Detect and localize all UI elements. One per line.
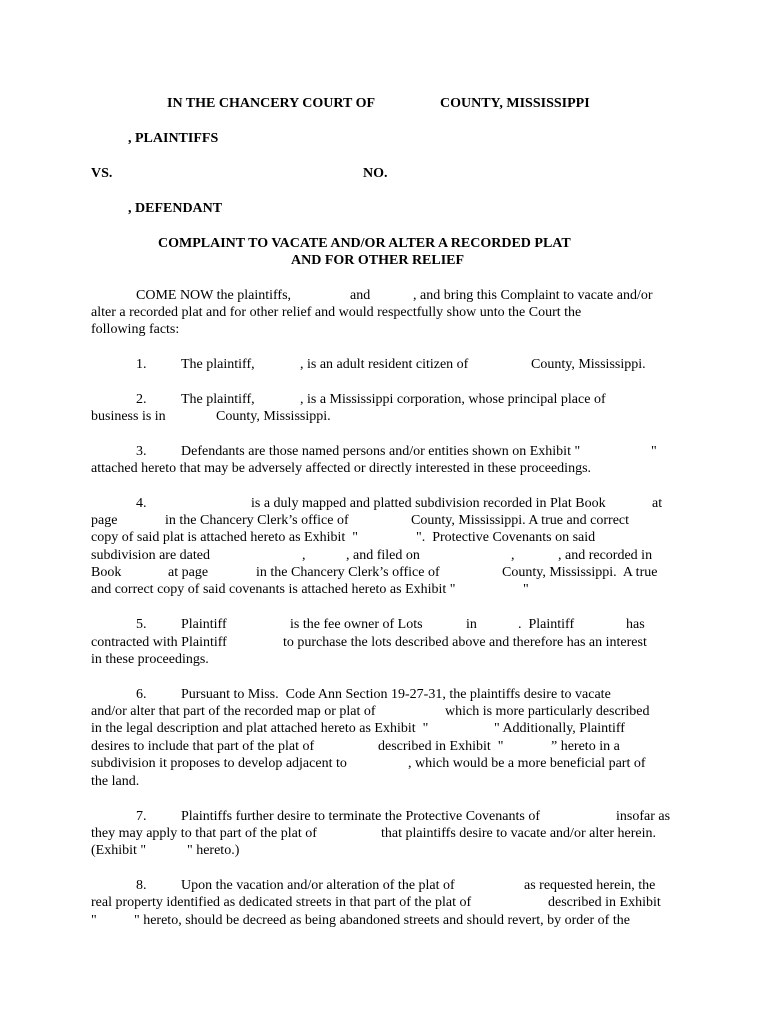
document-title-line-2: AND FOR OTHER RELIEF — [291, 253, 465, 268]
paragraph-text: in the legal description and plat attached hereto as Exhibit " — [91, 721, 429, 736]
paragraph-text: subdivision it proposes to develop adjacent to — [91, 756, 347, 771]
paragraph-text: described in Exhibit " — [378, 739, 504, 754]
paragraph-text: is a duly mapped and platted subdivision recorded in Plat Book — [251, 496, 606, 511]
paragraph-text: Plaintiff — [181, 617, 227, 632]
paragraph-number: 8. — [136, 878, 147, 893]
paragraph-text: , — [511, 548, 515, 563]
paragraph-text: The plaintiff, — [181, 392, 255, 407]
paragraph-text: subdivision are dated — [91, 548, 210, 563]
paragraph-number: 2. — [136, 392, 147, 407]
paragraph-text: Book — [91, 565, 122, 580]
paragraph-text: Pursuant to Miss. Code Ann Section 19-27-31, the plaintiffs desire to vacate — [181, 687, 611, 702]
court-name-suffix: COUNTY, MISSISSIPPI — [440, 96, 590, 111]
paragraph-text: (Exhibit " — [91, 843, 147, 858]
paragraph-text: desires to include that part of the plat of — [91, 739, 315, 754]
paragraph-text: " — [651, 444, 657, 459]
paragraph-text: which is more particularly described — [445, 704, 650, 719]
paragraph-text: " hereto, should be decreed as being abandoned streets and should revert, by order of the — [134, 913, 630, 928]
paragraph-text: in these proceedings. — [91, 652, 209, 667]
paragraph-text: Upon the vacation and/or alteration of the plat of — [181, 878, 455, 893]
paragraph-text: in the Chancery Clerk’s office of — [165, 513, 349, 528]
paragraph-number: 7. — [136, 809, 147, 824]
paragraph-text: at — [652, 496, 663, 511]
paragraph-number: 4. — [136, 496, 147, 511]
paragraph-text: , and recorded in — [558, 548, 653, 563]
paragraph-text: County, Mississippi. A true — [502, 565, 658, 580]
paragraph-text: in — [466, 617, 477, 632]
paragraph-text: page — [91, 513, 118, 528]
intro-text: , and bring this Complaint to vacate and/or — [413, 288, 653, 303]
paragraph-text: is the fee owner of Lots — [290, 617, 423, 632]
paragraph-text: described in Exhibit — [548, 895, 661, 910]
paragraph-text: , is a Mississippi corporation, whose principal place of — [300, 392, 606, 407]
paragraph-text: , which would be a more beneficial part of — [408, 756, 646, 771]
paragraph-number: 3. — [136, 444, 147, 459]
paragraph-text: copy of said plat is attached hereto as Exhibit " — [91, 530, 358, 545]
defendant-label: , DEFENDANT — [128, 201, 223, 216]
paragraph-text: and/or alter that part of the recorded map or plat of — [91, 704, 376, 719]
paragraph-text: the land. — [91, 774, 140, 789]
intro-text: COME NOW the plaintiffs, — [136, 288, 292, 303]
paragraph-text: " hereto.) — [187, 843, 240, 858]
intro-text: alter a recorded plat and for other relief and would respectfully show unto the Court the — [91, 305, 582, 320]
paragraph-text: and correct copy of said covenants is attached hereto as Exhibit " — [91, 582, 456, 597]
paragraph-text: contracted with Plaintiff — [91, 635, 227, 650]
paragraph-text: " — [91, 913, 97, 928]
paragraph-text: attached hereto that may be adversely affected or directly interested in these proceedings. — [91, 461, 592, 476]
paragraph-text: County, Mississippi. A true and correct — [411, 513, 630, 528]
paragraph-text: insofar as — [616, 809, 671, 824]
paragraph-text: real property identified as dedicated streets in that part of the plat of — [91, 895, 472, 910]
paragraph-text: Defendants are those named persons and/or entities shown on Exhibit " — [181, 444, 581, 459]
plaintiffs-label: , PLAINTIFFS — [128, 131, 219, 146]
paragraph-number: 5. — [136, 617, 147, 632]
intro-text: following facts: — [91, 322, 180, 337]
versus-label: VS. — [91, 166, 113, 181]
paragraph-text: ". Protective Covenants on said — [416, 530, 596, 545]
paragraph-text: in the Chancery Clerk’s office of — [256, 565, 440, 580]
paragraph-text: County, Mississippi. — [531, 357, 646, 372]
paragraph-text: County, Mississippi. — [216, 409, 331, 424]
paragraph-text: at page — [168, 565, 209, 580]
intro-text: and — [350, 288, 371, 303]
paragraph-text: . Plaintiff — [518, 617, 575, 632]
paragraph-text: The plaintiff, — [181, 357, 255, 372]
paragraph-number: 6. — [136, 687, 147, 702]
paragraph-text: to purchase the lots described above and therefore has an interest — [283, 635, 647, 650]
case-number-label: NO. — [363, 166, 388, 181]
paragraph-number: 1. — [136, 357, 147, 372]
paragraph-text: Plaintiffs further desire to terminate the Protective Covenants of — [181, 809, 540, 824]
court-name-prefix: IN THE CHANCERY COURT OF — [167, 96, 376, 111]
paragraph-text: has — [626, 617, 645, 632]
paragraph-text: , — [302, 548, 306, 563]
paragraph-text: " Additionally, Plaintiff — [494, 721, 625, 736]
paragraph-text: they may apply to that part of the plat of — [91, 826, 317, 841]
paragraph-text: ” hereto in a — [551, 739, 620, 754]
paragraph-text: business is in — [91, 409, 166, 424]
document-title-line-1: COMPLAINT TO VACATE AND/OR ALTER A RECORDED PLAT — [158, 236, 571, 251]
paragraph-text: , is an adult resident citizen of — [300, 357, 469, 372]
paragraph-text: that plaintiffs desire to vacate and/or alter herein. — [381, 826, 656, 841]
paragraph-text: , and filed on — [346, 548, 420, 563]
paragraph-text: " — [523, 582, 529, 597]
paragraph-text: as requested herein, the — [524, 878, 656, 893]
